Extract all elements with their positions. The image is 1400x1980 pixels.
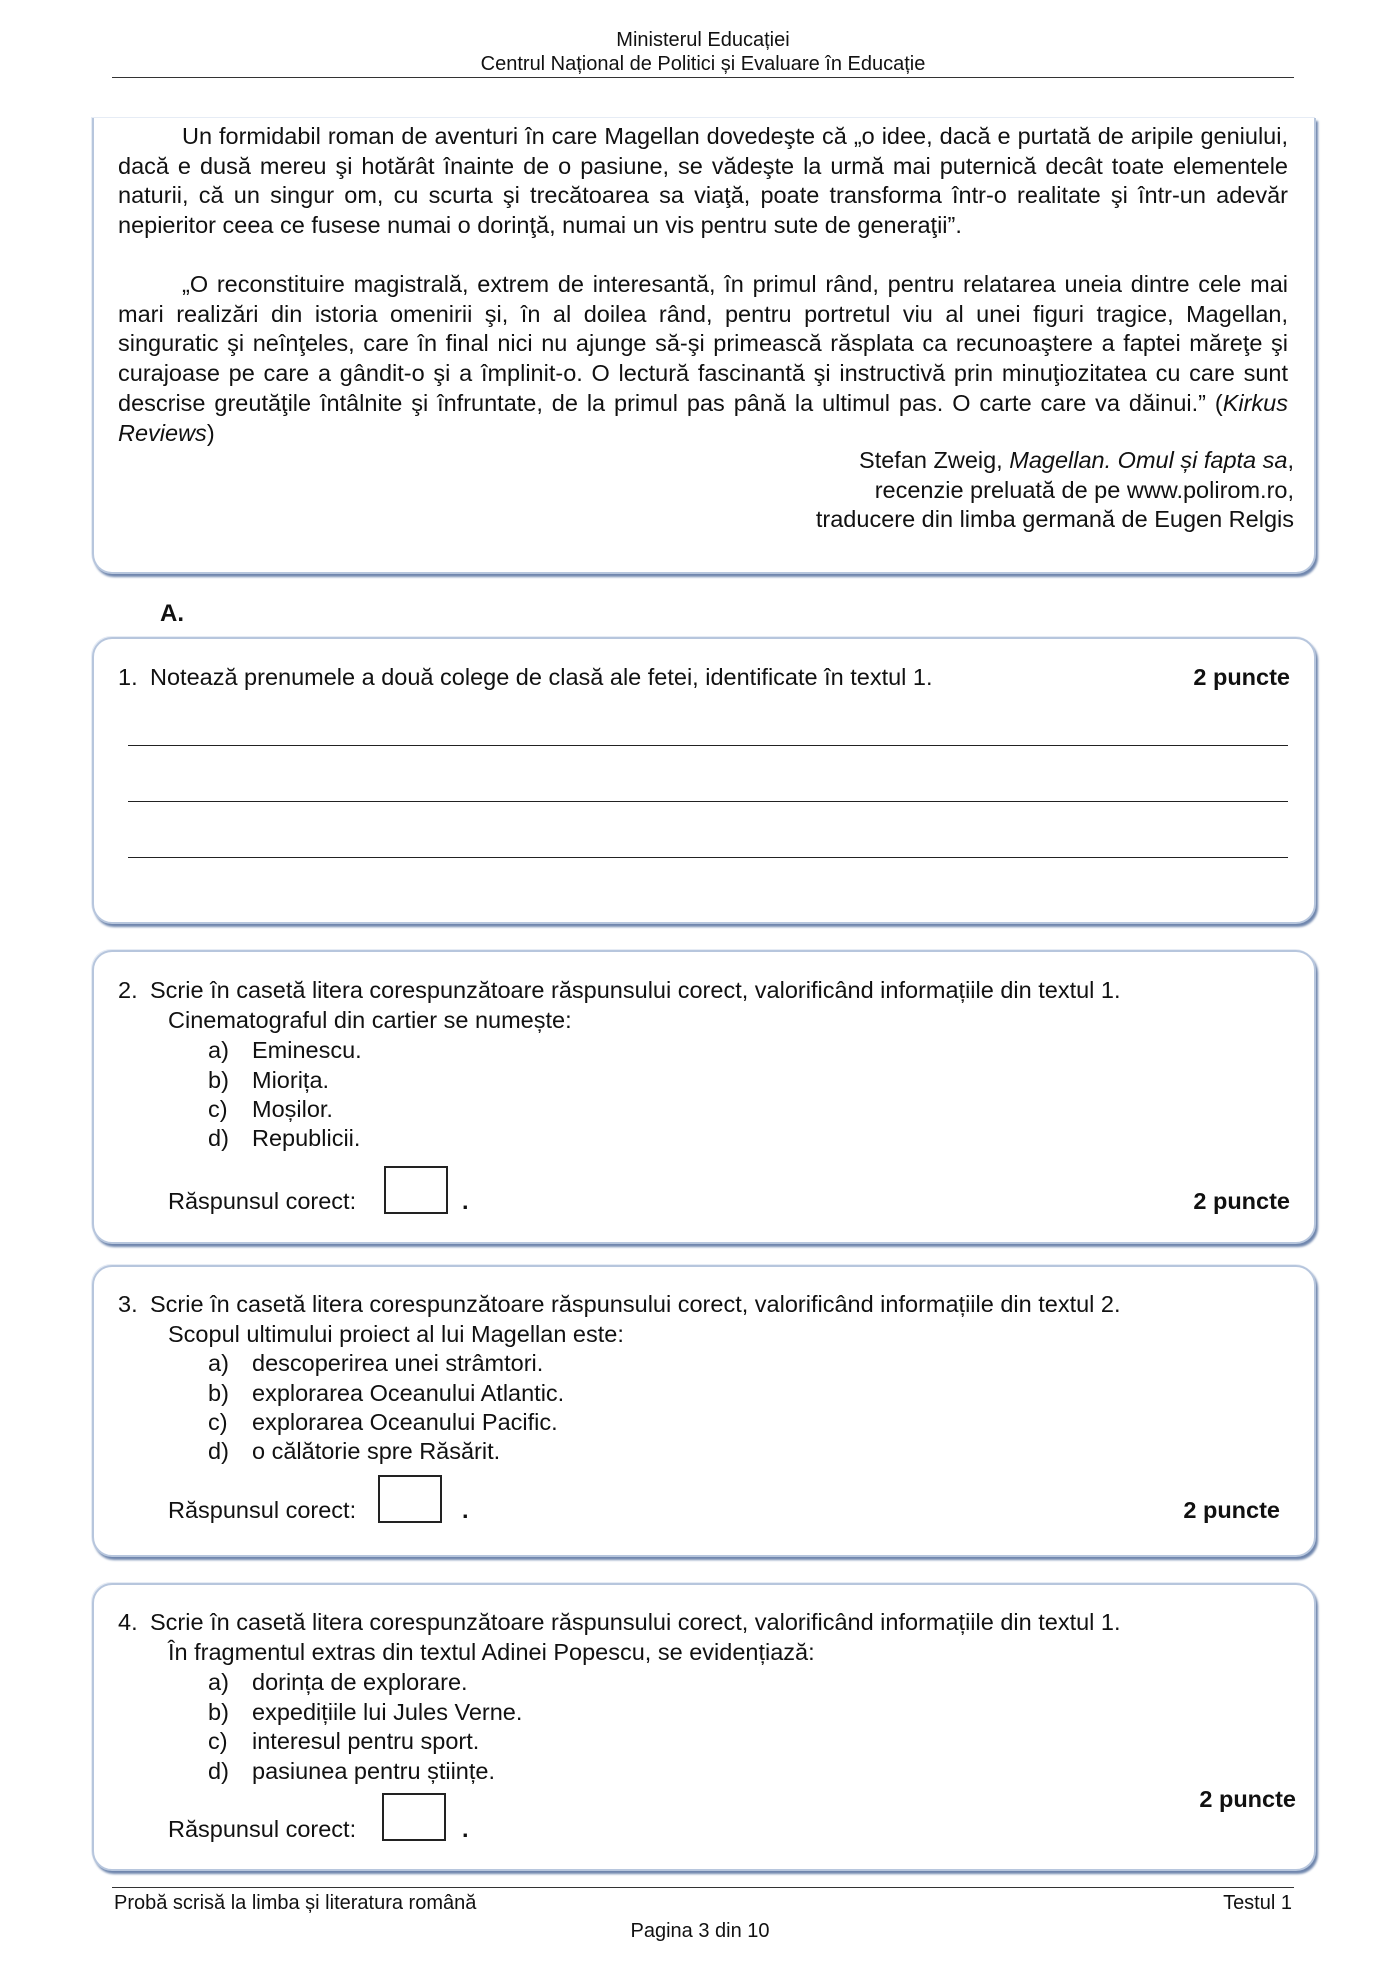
option-text: o călătorie spre Răsărit. xyxy=(252,1438,501,1464)
citation-author: Stefan Zweig, xyxy=(859,447,1010,473)
option-letter: c) xyxy=(208,1409,228,1435)
option-text: explorarea Oceanului Atlantic. xyxy=(252,1380,565,1406)
text-source: Kirkus Reviews xyxy=(118,389,1288,446)
question-2-text: Scrie în casetă litera corespunzătoare răspunsului corect, valorificând informațiile din textul 1. xyxy=(150,977,1121,1003)
answer-dot: . xyxy=(462,1497,469,1523)
answer-label: Răspunsul corect: xyxy=(168,1497,357,1523)
header-ministry: Ministerul Educației xyxy=(616,29,790,51)
question-4-number: 4. xyxy=(118,1609,138,1635)
answer-line-1[interactable] xyxy=(128,745,1288,746)
question-2-number: 2. xyxy=(118,977,138,1003)
footer-divider xyxy=(112,1887,1294,1888)
footer-exam-title: Probă scrisă la limba și literatura română xyxy=(114,1892,477,1914)
option-text: descoperirea unei strâmtori. xyxy=(252,1350,544,1376)
footer-page-number: Pagina 3 din 10 xyxy=(630,1920,770,1942)
citation xyxy=(816,446,1294,535)
question-4-stem: În fragmentul extras din textul Adinei Popescu, se evidențiază: xyxy=(168,1639,815,1665)
option-text: Moșilor. xyxy=(252,1096,333,1122)
header-divider xyxy=(112,77,1294,78)
option-text: dorința de explorare. xyxy=(252,1669,468,1695)
answer-label: Răspunsul corect: xyxy=(168,1816,357,1842)
footer-test-number: Testul 1 xyxy=(1223,1892,1292,1914)
option-letter: d) xyxy=(208,1438,229,1464)
text-fragment-box xyxy=(92,118,1316,574)
option-text: Miorița. xyxy=(252,1067,330,1093)
option-letter: b) xyxy=(208,1380,229,1406)
option-letter: c) xyxy=(208,1096,228,1122)
answer-line-2[interactable] xyxy=(128,801,1288,802)
answer-label: Răspunsul corect: xyxy=(168,1188,357,1214)
text-source-close: ) xyxy=(206,419,215,446)
question-3-number: 3. xyxy=(118,1291,138,1317)
text-paragraph-2 xyxy=(118,270,1288,448)
question-4-points: 2 puncte xyxy=(1199,1786,1296,1812)
question-3-stem: Scopul ultimului proiect al lui Magellan este: xyxy=(168,1321,624,1347)
question-3-text: Scrie în casetă litera corespunzătoare răspunsului corect, valorificând informațiile din textul 2. xyxy=(150,1291,1121,1317)
option-letter: a) xyxy=(208,1350,229,1376)
option-text: expedițiile lui Jules Verne. xyxy=(252,1699,523,1725)
option-letter: a) xyxy=(208,1669,229,1695)
option-letter: c) xyxy=(208,1728,228,1754)
option-text: Eminescu. xyxy=(252,1037,362,1063)
answer-box[interactable] xyxy=(378,1475,442,1523)
option-text: interesul pentru sport. xyxy=(252,1728,480,1754)
option-letter: d) xyxy=(208,1758,229,1784)
question-1-number: 1. xyxy=(118,664,138,690)
question-3-points: 2 puncte xyxy=(1183,1497,1280,1523)
option-letter: a) xyxy=(208,1037,229,1063)
answer-dot: . xyxy=(462,1188,469,1214)
citation-line-3: traducere din limba germană de Eugen Relgis xyxy=(815,506,1294,533)
question-2-stem: Cinematograful din cartier se numește: xyxy=(168,1007,572,1033)
page-header xyxy=(112,28,1294,76)
citation-comma: , xyxy=(1287,447,1294,473)
answer-line-3[interactable] xyxy=(128,857,1288,858)
question-2-box xyxy=(92,950,1316,1244)
answer-box[interactable] xyxy=(384,1166,448,1214)
text-paragraph-2-body: „O reconstituire magistrală, extrem de interesantă, în primul rând, pentru relatarea uneia dintre cele mai mari realizări din istoria omenirii şi, în al doilea rând, pentru portretul viu al unei figuri tragice, Magellan, singuratic şi neînţeles, care în final nici nu ajunge să-şi primească răsplata ca recunoaştere a faptei măreţe şi curajoase pe care a gândit-o şi a împlinit-o. O lectură fascinantă şi instructivă prin minuţiozitatea cu care sunt descrise greutăţile întâlnite şi înfruntate, de la primul pas până la ultimul pas. O carte care va dăinui.” ( xyxy=(118,271,1288,416)
option-letter: d) xyxy=(208,1125,229,1151)
citation-line-1 xyxy=(816,446,1294,476)
question-1-box xyxy=(92,637,1316,924)
section-label: A. xyxy=(160,600,184,627)
header-center: Centrul Național de Politici și Evaluare în Educație xyxy=(480,53,926,75)
question-3-box xyxy=(92,1265,1316,1557)
option-letter: b) xyxy=(208,1699,229,1725)
option-text: explorarea Oceanului Pacific. xyxy=(252,1409,558,1435)
question-4-box xyxy=(92,1583,1316,1871)
option-letter: b) xyxy=(208,1067,229,1093)
answer-box[interactable] xyxy=(382,1793,446,1841)
option-text: Republicii. xyxy=(252,1125,361,1151)
citation-title: Magellan. Omul și fapta sa xyxy=(1009,447,1288,473)
question-2-points: 2 puncte xyxy=(1193,1188,1290,1214)
question-1-points: 2 puncte xyxy=(1193,664,1290,690)
question-4-text: Scrie în casetă litera corespunzătoare răspunsului corect, valorificând informațiile din textul 1. xyxy=(150,1609,1121,1635)
text-paragraph-1: Un formidabil roman de aventuri în care Magellan dovedeşte că „o idee, dacă e purtată de aripile geniului, dacă e dusă mereu şi hotărât înainte de o pasiune, se vădeşte la urmă mai puternică decât toate elementele naturii, că un singur om, cu scurta şi trecătoarea sa viaţă, poate transforma într-o realitate şi într-un adevăr nepieritor ceea ce fusese numai o dorinţă, numai un vis pentru sute de generaţii”. xyxy=(118,123,1288,239)
answer-dot: . xyxy=(462,1816,469,1842)
question-1-text: Notează prenumele a două colege de clasă ale fetei, identificate în textul 1. xyxy=(150,664,933,690)
citation-line-2: recenzie preluată de pe www.polirom.ro, xyxy=(874,476,1294,503)
option-text: pasiunea pentru științe. xyxy=(252,1758,495,1784)
